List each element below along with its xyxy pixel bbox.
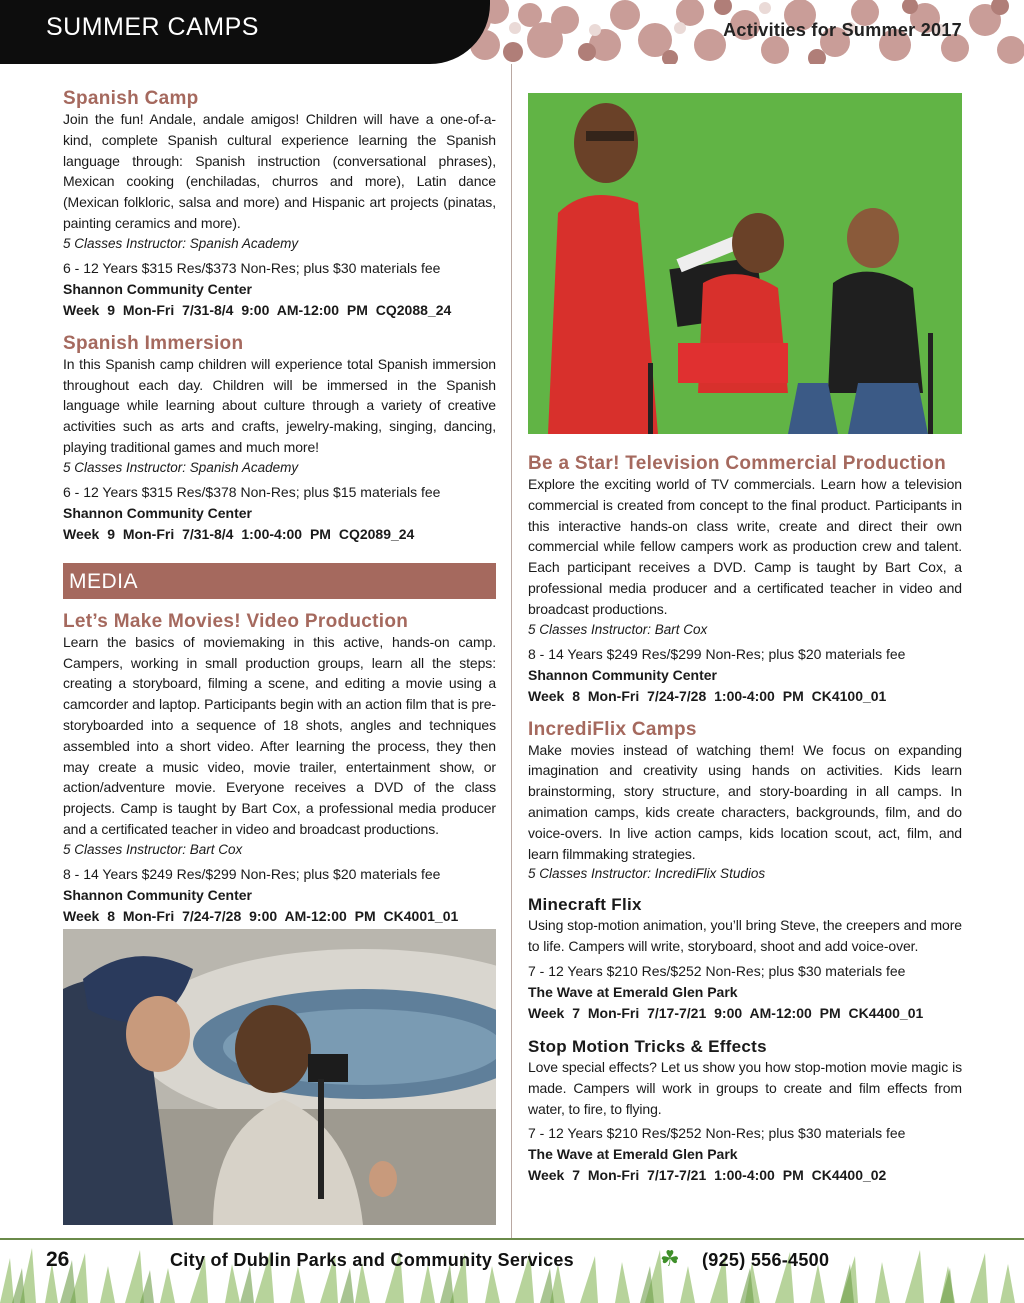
listing-price: 7 - 12 Years $210 Res/$252 Non-Res; plus $30 materials fee <box>528 1125 906 1142</box>
spanish-camp-listing <box>63 88 496 321</box>
listing-price: 8 - 14 Years $249 Res/$299 Non-Res; plus $20 materials fee <box>63 865 441 882</box>
listing-meta: 5 Classes Instructor: Bart Cox <box>63 841 243 857</box>
listing-location: Shannon Community Center <box>528 666 718 683</box>
be-a-star-listing <box>528 453 962 707</box>
listing-schedule: Week 8 Mon-Fri 7/24-7/28 9:00 AM-12:00 PM CK4001_01 <box>63 907 459 924</box>
listing-meta: 5 Classes Instructor: Spanish Academy <box>63 235 299 251</box>
listing-location: Shannon Community Center <box>63 280 253 297</box>
listing-price: 6 - 12 Years $315 Res/$378 Non-Res; plus $15 materials fee <box>63 483 441 500</box>
left-column <box>63 88 496 927</box>
listing-title: Let’s Make Movies! Video Production <box>63 610 409 632</box>
listing-schedule: Week 9 Mon-Fri 7/31-8/4 1:00-4:00 PM CQ2089_24 <box>63 525 415 542</box>
listing-meta: 5 Classes Instructor: Bart Cox <box>528 621 708 637</box>
listing-title: Minecraft Flix <box>528 895 642 915</box>
stop-motion-listing <box>528 1036 962 1186</box>
listing-schedule: Week 7 Mon-Fri 7/17-7/21 9:00 AM-12:00 PM CK4400_01 <box>528 1004 924 1021</box>
listing-schedule: Week 9 Mon-Fri 7/31-8/4 9:00 AM-12:00 PM CQ2088_24 <box>63 301 452 318</box>
incrediflix-listing <box>528 719 962 885</box>
right-column <box>528 453 962 1186</box>
page-number: 26 <box>46 1248 70 1271</box>
listing-price: 8 - 14 Years $249 Res/$299 Non-Res; plus $20 materials fee <box>528 645 906 662</box>
listing-meta: 5 Classes Instructor: IncrediFlix Studios <box>528 866 766 882</box>
spanish-immersion-listing <box>63 333 496 545</box>
header-subtitle: Activities for Summer 2017 <box>723 20 962 40</box>
listing-location: The Wave at Emerald Glen Park <box>528 983 738 1000</box>
listing-title: Stop Motion Tricks & Effects <box>528 1036 767 1056</box>
listing-location: Shannon Community Center <box>63 886 253 903</box>
listing-description: Explore the exciting world of TV commercials. Learn how a television commercial is created from concept to the final product. Participants in this interactive hands-on class write, create and direct their own commercial while fellow campers work as production crew and talent. Each participant receives a DVD. Camp is taught by Bart Cox, a professional media producer and a certificated teacher in video and broadcast productions. <box>528 476 962 617</box>
listing-description: In this Spanish camp children will experience total Spanish immersion throughout each day. Children will be immersed in the Spanish language while learning about culture through a variety of creative activities such as arts and crafts, jewelry-making, singing, dancing, playing traditional games and much more! <box>63 355 496 455</box>
listing-price: 7 - 12 Years $210 Res/$252 Non-Res; plus $30 materials fee <box>528 962 906 979</box>
footer-phone: (925) 556-4500 <box>702 1250 830 1270</box>
listing-title: Spanish Immersion <box>63 332 244 354</box>
shamrock-icon: ☘ <box>660 1246 680 1271</box>
green-screen-photo <box>528 93 962 434</box>
listing-schedule: Week 8 Mon-Fri 7/24-7/28 1:00-4:00 PM CK4100_01 <box>528 687 887 704</box>
movies-listing <box>63 611 496 927</box>
listing-description: Make movies instead of watching them! We focus on expanding imagination and creativity using hands on activities. Kids learn brainstorming, story structure, and story-boarding in all camps. In animation camps, kids create characters, backgrounds, film, and do voice-overs. In live action camps, kids location scout, act, film, and learn filmmaking strategies. <box>528 741 962 862</box>
listing-description: Join the fun! Andale, andale amigos! Children will have a one-of-a-kind, complete Spanish cultural experience learning the Spanish language through: Spanish instruction (conversational phrases), Mexican cooking (enchiladas, churros and more), Latin dance (Mexican folkloric, salsa and more) and Hispanic art projects (pinatas, painting ceramics and more). <box>63 111 496 231</box>
listing-location: The Wave at Emerald Glen Park <box>528 1146 738 1163</box>
listing-schedule: Week 7 Mon-Fri 7/17-7/21 1:00-4:00 PM CK4400_02 <box>528 1167 887 1184</box>
listing-location: Shannon Community Center <box>63 504 253 521</box>
page-header <box>0 0 1024 64</box>
listing-meta: 5 Classes Instructor: Spanish Academy <box>63 459 299 475</box>
listing-title: IncrediFlix Camps <box>528 718 697 740</box>
media-section-header: MEDIA <box>63 563 496 599</box>
listing-title: Spanish Camp <box>63 88 199 109</box>
listing-description: Using stop-motion animation, you’ll bring Steve, the creepers and more to life. Campers will write, storyboard, shoot and add voice-over. <box>528 917 962 955</box>
minecraft-flix-listing <box>528 894 962 1024</box>
listing-price: 6 - 12 Years $315 Res/$373 Non-Res; plus $30 materials fee <box>63 259 441 276</box>
listing-title: Be a Star! Television Commercial Production <box>528 453 946 474</box>
listing-description: Love special effects? Let us show you how stop-motion movie magic is made. Campers will work in groups to create and film effects from water, to fire, to flying. <box>528 1058 962 1117</box>
footer-organization: City of Dublin Parks and Community Services <box>170 1250 574 1270</box>
video-production-photo <box>63 929 496 1225</box>
listing-description: Learn the basics of moviemaking in this active, hands-on camp. Campers, working in small production groups, learn all the steps: creating a storyboard, filming a scene, and editing a movie using a camcorder and laptop. Participants begin with an action film that is pre-storyboarded into a sequence of 18 shots, angles and techniques assembled into a short video. After learning the process, they then may create a music video, movie trailer, entertainment show, or action/adventure movie. Everyone receives a DVD of the class projects. Camp is taught by Bart Cox, a professional media producer and a certificated teacher in video and broadcast productions. <box>63 633 496 837</box>
column-divider <box>511 64 512 1239</box>
page-footer <box>0 1238 1024 1303</box>
section-title: SUMMER CAMPS <box>46 13 259 41</box>
